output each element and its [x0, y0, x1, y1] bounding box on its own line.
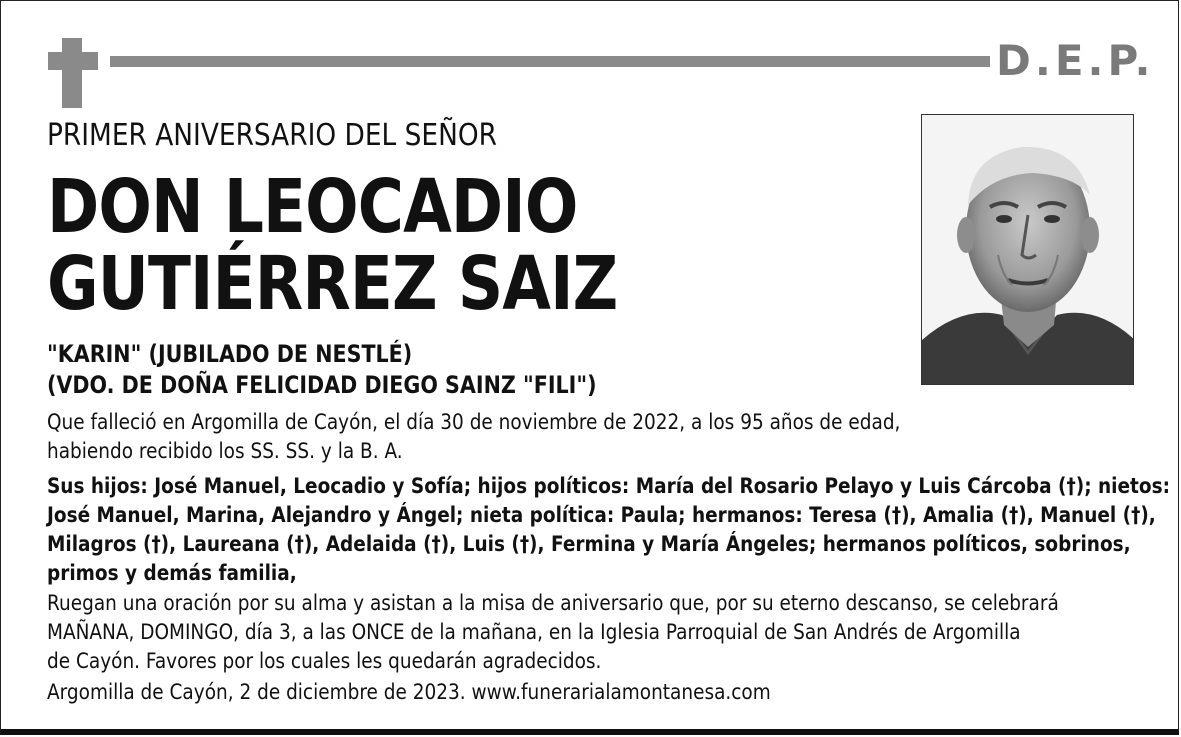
death-notice	[47, 408, 900, 466]
header-rule	[110, 56, 990, 67]
dep-label: D.E.P.	[996, 36, 1155, 85]
death-notice-line: Que falleció en Argomilla de Cayón, el día 30 de noviembre de 2022, a los 95 años de edad,	[47, 410, 901, 434]
footer-line: Argomilla de Cayón, 2 de diciembre de 2023. www.funerarialamontanesa.com	[47, 680, 771, 704]
alias-line1: "KARIN" (JUBILADO DE NESTLÉ)	[47, 340, 413, 368]
request-line: MAÑANA, DOMINGO, día 3, a las ONCE de la mañana, en la Iglesia Parroquial de San Andrés de Argomilla	[47, 620, 1021, 644]
family-line: Sus hijos: José Manuel, Leocadio y Sofía; hijos políticos: María del Rosario Pelayo y Luis Cárcoba (†); nietos:	[47, 474, 1170, 498]
family-line: Milagros (†), Laureana (†), Adelaida (†), Luis (†), Fermina y María Ángeles; hermanos políticos, sobrinos,	[47, 532, 1131, 556]
cross-icon-bar	[48, 52, 98, 70]
deceased-name-line2: GUTIÉRREZ SAIZ	[47, 241, 618, 327]
notice-subtitle: PRIMER ANIVERSARIO DEL SEÑOR	[47, 118, 497, 153]
portrait-illustration	[922, 115, 1134, 385]
death-notice-line: habiendo recibido los SS. SS. y la B. A.	[47, 439, 403, 463]
family-line: primos y demás familia,	[47, 561, 297, 585]
mass-request	[47, 589, 1059, 676]
portrait-photo	[921, 114, 1134, 385]
cross-icon	[62, 38, 82, 108]
alias-line2: (VDO. DE DOÑA FELICIDAD DIEGO SAINZ "FILI")	[47, 371, 597, 399]
family-line: José Manuel, Marina, Alejandro y Ángel; nieta política: Paula; hermanos: Teresa (†), Amalia (†), Manuel (†),	[47, 503, 1156, 527]
family-list	[47, 472, 1170, 588]
deceased-name-line1: DON LEOCADIO	[47, 164, 578, 250]
request-line: Ruegan una oración por su alma y asistan a la misa de aniversario que, por su eterno descanso, se celebrará	[47, 591, 1059, 615]
request-line: de Cayón. Favores por los cuales les quedarán agradecidos.	[47, 649, 602, 673]
